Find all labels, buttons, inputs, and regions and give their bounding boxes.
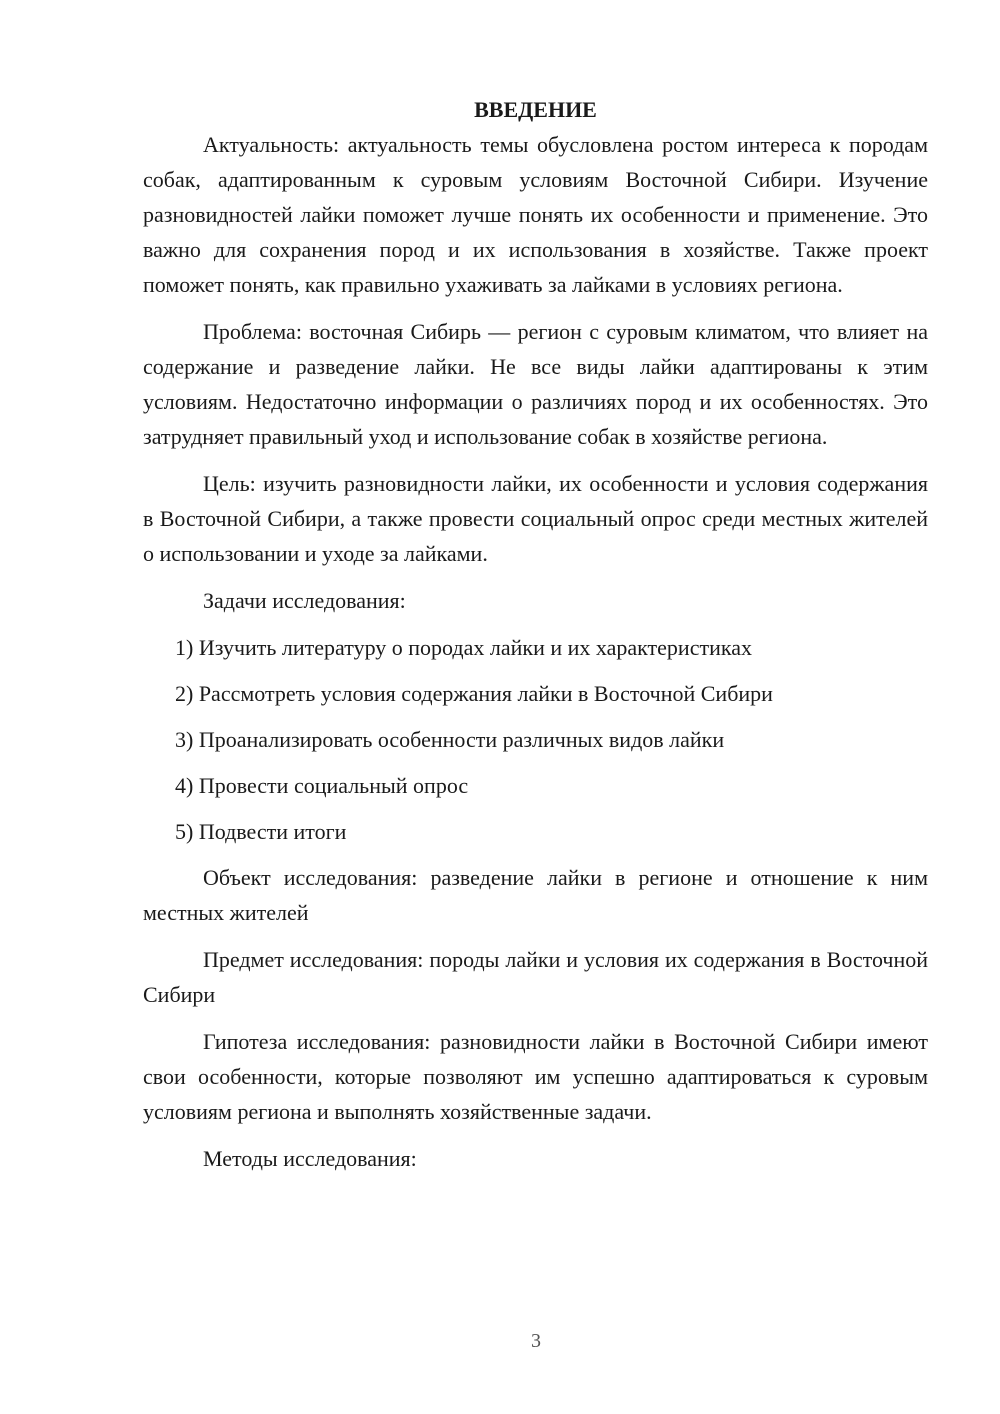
problem-paragraph: Проблема: восточная Сибирь — регион с суровым климатом, что влияет на содержание и разведение лайки. Не все виды лайки адаптированы к этим условиям. Недостаточно информации о различиях пород и их особенностях. Это затрудняет правильный уход и использование собак в хозяйстве региона.	[143, 319, 928, 449]
tasks-heading: Задачи исследования:	[203, 588, 406, 613]
document-page	[143, 92, 928, 1188]
methods-heading: Методы исследования:	[203, 1146, 417, 1171]
task-item-2: 2) Рассмотреть условия содержания лайки в Восточной Сибири	[175, 681, 773, 706]
document-title: ВВЕДЕНИЕ	[474, 97, 597, 122]
subject-paragraph: Предмет исследования: породы лайки и условия их содержания в Восточной Сибири	[143, 947, 928, 1007]
hypothesis-paragraph: Гипотеза исследования: разновидности лайки в Восточной Сибири имеют свои особенности, которые позволяют им успешно адаптироваться к суровым условиям региона и выполнять хозяйственные задачи.	[143, 1029, 928, 1124]
relevance-paragraph: Актуальность: актуальность темы обусловлена ростом интереса к породам собак, адаптированным к суровым условиям Восточной Сибири. Изучение разновидностей лайки поможет лучше понять их особенности и применение. Это важно для сохранения пород и их использования в хозяйстве. Также проект поможет понять, как правильно ухаживать за лайками в условиях региона.	[143, 132, 928, 297]
task-item-4: 4) Провести социальный опрос	[175, 773, 469, 798]
page-number: 3	[531, 1330, 541, 1352]
task-item-1: 1) Изучить литературу о породах лайки и их характеристиках	[175, 635, 752, 660]
object-paragraph: Объект исследования: разведение лайки в регионе и отношение к ним местных жителей	[143, 865, 928, 925]
goal-paragraph: Цель: изучить разновидности лайки, их особенности и условия содержания в Восточной Сибири, а также провести социальный опрос среди местных жителей о использовании и уходе за лайками.	[143, 471, 928, 566]
task-item-3: 3) Проанализировать особенности различных видов лайки	[175, 727, 725, 752]
tasks-list	[143, 630, 928, 849]
task-item-5: 5) Подвести итоги	[175, 819, 347, 844]
